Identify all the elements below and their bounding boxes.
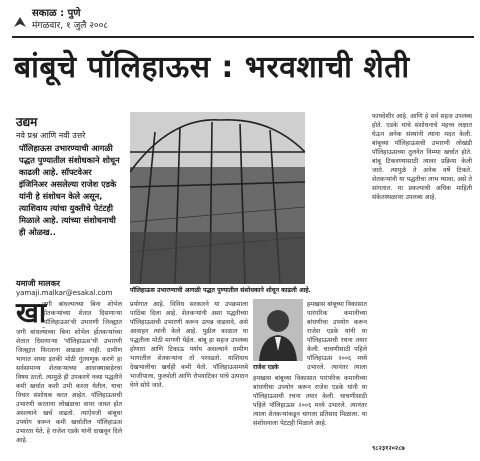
author-email: yamaji.malkar@esakal.com [16, 289, 113, 297]
newspaper-name: सकाळ : पुणे [32, 8, 81, 19]
article-column-2: प्रयोगात आहे. विविध सरकारने या उपक्रमाला पाठिंबा दिला आहे. शेतकऱ्यांनी अशा पद्धतीच्या पॉलिहाऊसची उभारणी करून उत्पन्न वाढवावे, असे आवाहन त्यांनी केले आहे. पुढील काळात या पद्धतीला मोठी मागणी येईल. बांबू हा सहज उपलब्ध होणारा आणि टिकाऊ पर्याय असल्याने ग्रामीण भागातील शेतकऱ्यांना तो परवडतो. याशिवाय देखभालीचा खर्चही कमी येतो. पॉलिहाऊसमध्ये भाजीपाला, फुलशेती आणि रोपवाटिका यांचे उत्पादन घेणे सोपे जाते. [130, 301, 248, 389]
masthead [12, 8, 474, 34]
drop-cap: खा [16, 296, 47, 329]
headline: बांबूचे पॉलिहाऊस : भरवशाची शेती [14, 50, 410, 85]
section-tag: उद्यम [16, 115, 38, 129]
contact-details: ९८२३१२०२८७ [372, 445, 405, 452]
portrait-caption: राजेश एडके [253, 364, 279, 371]
article-column-1: जगी बांधल्याच्या बिना शोभेल होतकऱ्यांच्या शेतात दिसणाऱ्या 'पॉलिहाऊस'ची उभारणी जिल्ह्यात फिरताना आढळत नाही. ग्रामीण भागात सध्या इतकी मोठी गुंतवणूक करणे हा सर्वसामान्य शेतकऱ्याच्या आवाक्याबाहेरचा विषय ठरतो. त्यामुळे ही उपकरणे नव्या पद्धतीने कमी खर्चात कशी उभी करता येतील, याचा विचार संशोधक करत आहेत. पॉलिहाऊसची उभारणी करताना लोखंडाचा वापर जास्त होत असल्याने खर्च वाढतो. त्याऐवजी बांबूचा उपयोग करून कमी खर्चातील पॉलिहाऊस उभारता येते, हे राजेश एडके यांनी दाखवून दिले आहे. [16, 329, 122, 444]
photo-caption: पॉलिहाऊस उभारण्याची आगळी पद्धत पुण्यातील संशोधकाने शोधून काढली आहे. [130, 287, 311, 294]
article-column-3-top: हमखास बांबूच्या विकासात पारंपरिक कमानीच्या बांधणीचा उपयोग करून राजेश एडके यांनी या पॉलिहाऊसची रचना तयार केली. चाचणीसाठी पहिले पॉलिहाऊस २००६ मध्ये उभारले. त्यानंतर त्याला [307, 301, 367, 371]
article-column-1-top: जगी बांधल्याच्या बिना शोभेल होतकऱ्यांच्या शेतात दिसणाऱ्या 'पॉलिहाऊस'ची उभारणी जिल्ह्यात [42, 301, 122, 326]
lead-paragraph: पॉलिहाऊस उभारण्याची आगळी पद्धत पुण्यातील संशोधकाने शोधून काढली आहे. सॉफ्टवेअर इंजिनिअर असलेल्या राजेश एडके यांनी हे संशोधन केले असून, त्याशिवाय त्यांचा युक्तीचे पेटंटही मिळाले आहे. त्यांच्या संशोधनाची ही ओळख.. [19, 143, 120, 237]
article-column-4: फायदेशीर आहे. आणि हे सर्व सहज उपलब्ध होते. एडके यांचे संशोधनाचे महत्त्व लक्षात घेऊन अनेक संस्थांनी त्यांना मदत केली. बांबूच्या पॉलिहाऊसची उभारणी लोखंडी पॉलिहाऊसच्या तुलनेत निम्म्या खर्चात होते. बांबू टिकवण्यासाठी त्यावर प्रक्रिया केली जाते. त्यामुळे ते अनेक वर्षे टिकते. शेतकऱ्यांनी या पद्धतीचा लाभ घ्यावा, असे ते सांगतात. या प्रकल्पाची अधिक माहिती संकेतस्थळावर उपलब्ध आहे. [372, 113, 472, 201]
publication-date: मंगळवार, १ जुलै २००८ [32, 21, 108, 31]
author-portrait [253, 299, 303, 361]
author-byline: यमाजी मालकर [16, 279, 60, 288]
sakal-logo-icon [12, 14, 28, 30]
polyhouse-photo [130, 112, 305, 284]
article-column-3: हमखास बांबूच्या विकासात पारंपरिक कमानीच्या बांधणीचा उपयोग करून राजेश एडके यांनी या पॉलिहाऊसची रचना तयार केली. चाचणीसाठी पहिले पॉलिहाऊस २००६ मध्ये उभारले. त्यानंतर त्याला शेतकऱ्यांकडून चांगला प्रतिसाद मिळाला. या संशोधनाला पेटंटही मिळाले आहे. [253, 375, 367, 427]
section-subtitle: नवे प्रश्न आणि नवी उत्तरे [16, 131, 86, 140]
header-divider [12, 36, 474, 38]
